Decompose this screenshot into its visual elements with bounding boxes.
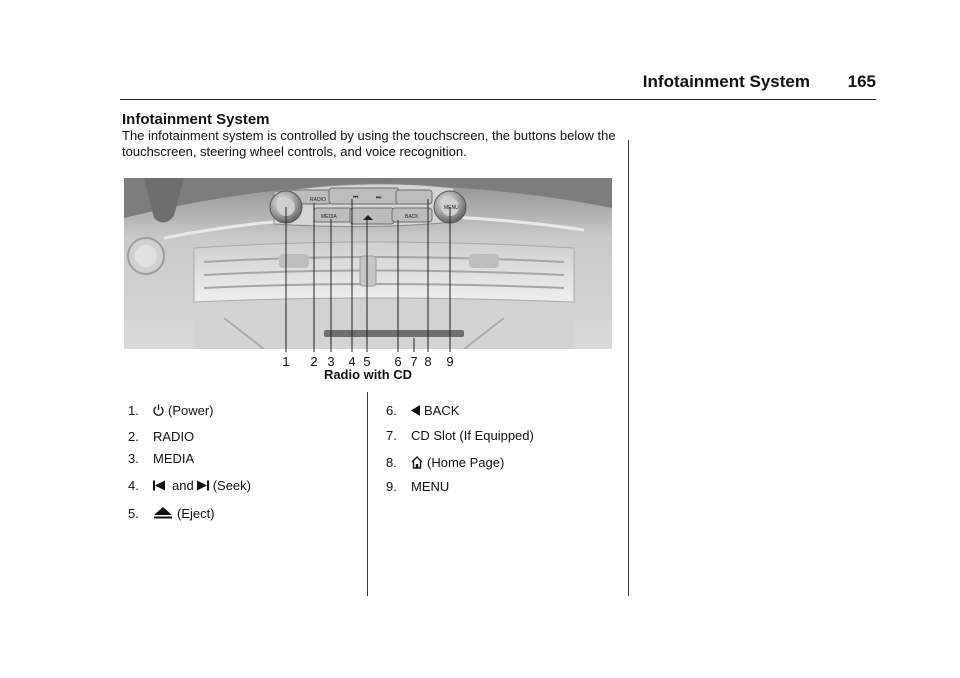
callout-number: 9 (446, 354, 454, 369)
legend-item-home (386, 450, 534, 474)
legend-left-column (128, 398, 251, 525)
column-divider-right (628, 140, 629, 596)
legend-number: 4. (128, 477, 139, 493)
panel-label-radio: RADIO (310, 197, 326, 203)
legend-label: MEDIA (153, 450, 195, 466)
header-rule (120, 99, 876, 100)
legend-label: CD Slot (If Equipped) (411, 427, 534, 443)
legend-label: (Seek) (212, 477, 251, 493)
legend-item-seek (128, 473, 251, 497)
callout-number: 7 (410, 354, 418, 369)
seek-forward-icon (197, 480, 209, 491)
legend-label: MENU (411, 478, 450, 494)
callout-number: 4 (348, 354, 356, 369)
callout-number: 3 (327, 354, 335, 369)
callout-number: 1 (282, 354, 290, 369)
figure-caption: Radio with CD (323, 367, 413, 382)
svg-text:⏮: ⏮ (353, 195, 359, 201)
legend-number: 7. (386, 427, 397, 443)
panel-label-media: MEDIA (321, 214, 337, 220)
legend-item-radio (128, 424, 251, 448)
panel-label-back: BACK (405, 214, 419, 220)
callout-number: 6 (394, 354, 402, 369)
intro-paragraph: The infotainment system is controlled by using the touchscreen, the buttons below the touchscreen, steering wheel controls, and voice recognition. (122, 128, 616, 159)
legend-label: (Power) (168, 402, 214, 418)
legend-number: 2. (128, 428, 139, 444)
svg-text:⏭: ⏭ (376, 195, 382, 201)
legend-conjunction: and (172, 477, 194, 493)
home-icon (411, 456, 423, 469)
panel-label-menu: MENU (444, 205, 459, 211)
callout-number: 5 (363, 354, 371, 369)
legend-item-media (128, 446, 251, 470)
legend-number: 9. (386, 478, 397, 494)
eject-icon (153, 507, 173, 519)
legend-right-column (386, 398, 534, 498)
running-header-title: Infotainment System (642, 72, 810, 91)
legend-number: 5. (128, 505, 139, 521)
power-icon (153, 404, 164, 416)
legend-item-menu (386, 474, 534, 498)
legend-item-back (386, 398, 534, 422)
legend-item-eject (128, 501, 251, 525)
seek-back-icon (153, 480, 165, 491)
callout-number: 8 (424, 354, 432, 369)
column-divider-middle (367, 392, 368, 596)
callout-number: 2 (310, 354, 318, 369)
legend-number: 8. (386, 454, 397, 470)
section-title: Infotainment System (122, 111, 270, 128)
legend-number: 3. (128, 450, 139, 466)
legend-label: RADIO (153, 428, 195, 444)
legend-label: (Home Page) (427, 454, 505, 470)
page-number: 165 (847, 72, 876, 91)
legend-item-power (128, 398, 251, 422)
back-arrow-icon (411, 405, 420, 416)
legend-label: (Eject) (177, 505, 215, 521)
legend-number: 6. (386, 402, 397, 418)
legend-label: BACK (424, 402, 460, 418)
legend-item-cd-slot (386, 423, 534, 447)
radio-panel-photo (124, 178, 612, 349)
legend-number: 1. (128, 402, 139, 418)
